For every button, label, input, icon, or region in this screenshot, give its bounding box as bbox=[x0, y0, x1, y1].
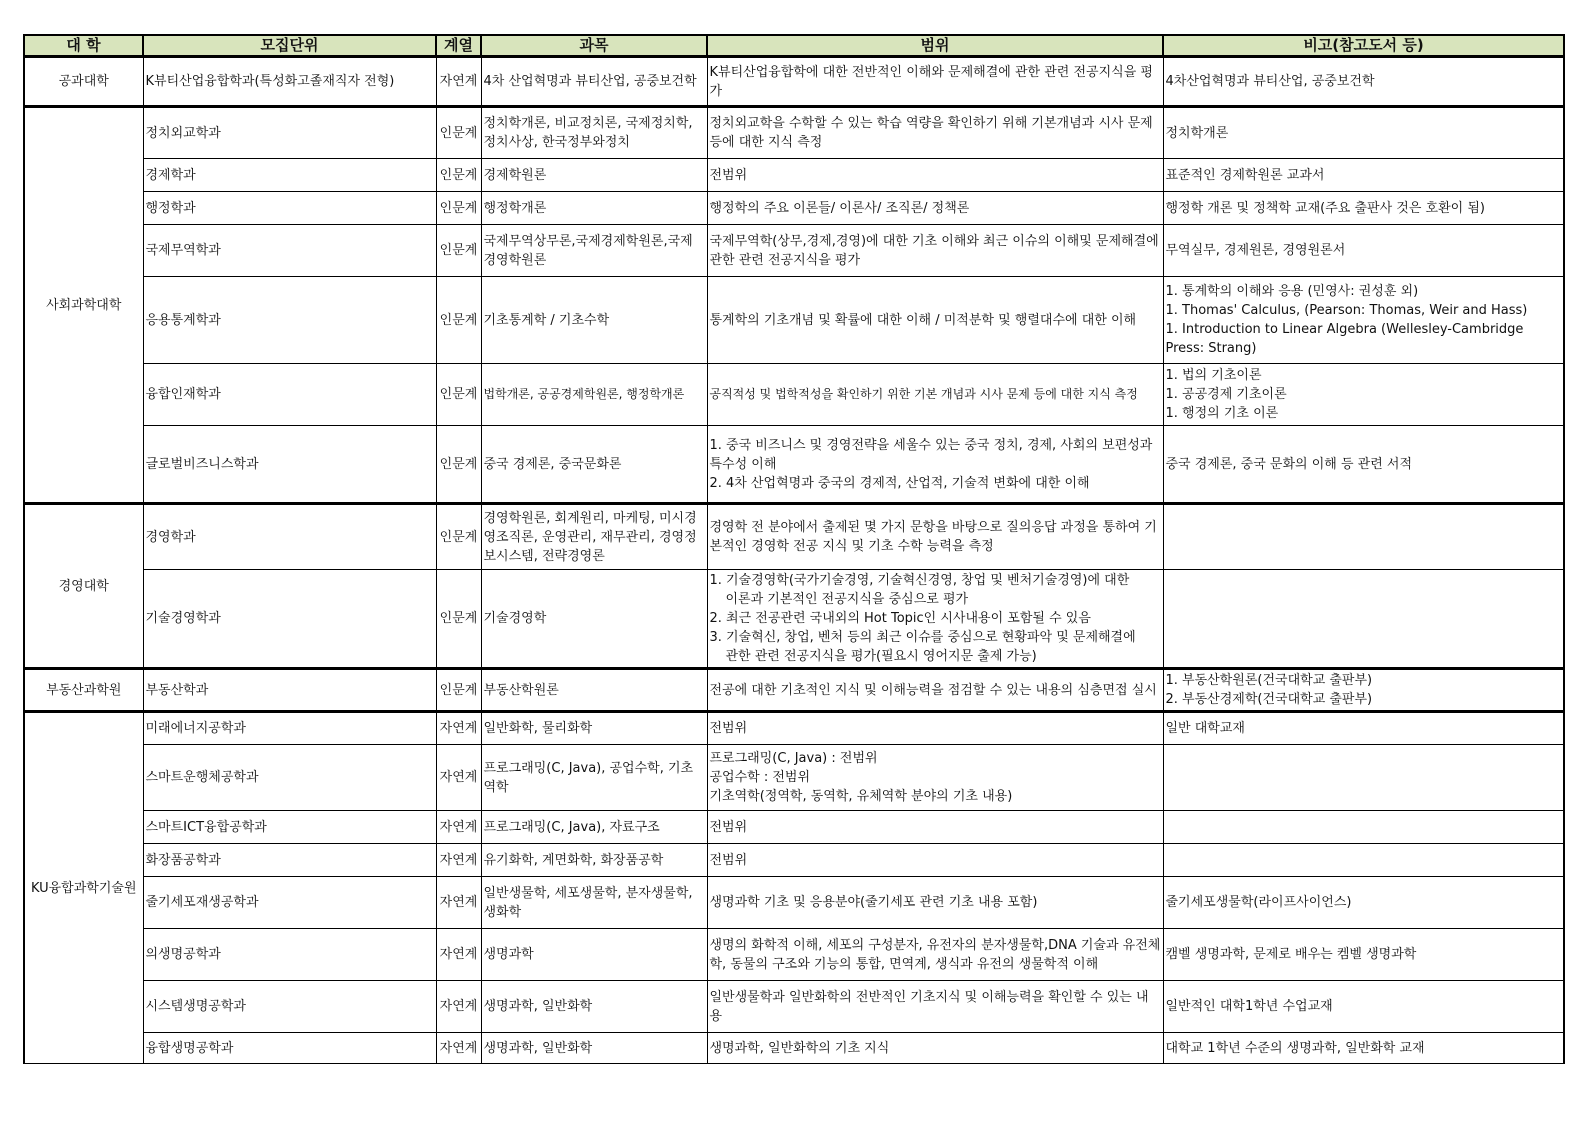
subject-cell: 프로그래밍(C, Java), 자료구조 bbox=[481, 811, 707, 844]
table-row bbox=[24, 929, 1564, 981]
note-line: 1. 부동산학원론(건국대학교 출판부) bbox=[1165, 673, 1373, 688]
unit-cell: 부동산학과 bbox=[143, 669, 436, 712]
scope-line: 이론과 기본적인 전공지식을 중심으로 평가 bbox=[725, 592, 969, 607]
subject-cell: 4차 산업혁명과 뷰티산업, 공중보건학 bbox=[481, 57, 707, 107]
scope-line: 2. 최근 전공관련 국내외의 Hot Topic인 시사내용이 포함될 수 있음 bbox=[709, 611, 1091, 626]
subject-cell: 법학개론, 공공경제학원론, 행정학개론 bbox=[481, 364, 707, 426]
unit-cell: 정치외교학과 bbox=[143, 107, 436, 159]
note-cell: 일반 대학교재 bbox=[1163, 712, 1564, 745]
subject-cell: 유기화학, 계면화학, 화장품공학 bbox=[481, 844, 707, 877]
table-row bbox=[24, 844, 1564, 877]
series-cell: 인문계 bbox=[436, 277, 481, 364]
subject-cell: 일반생물학, 세포생물학, 분자생물학, 생화학 bbox=[481, 877, 707, 929]
note-cell: 캠벨 생명과학, 문제로 배우는 켐벨 생명과학 bbox=[1163, 929, 1564, 981]
subject-cell: 기초통계학 / 기초수학 bbox=[481, 277, 707, 364]
unit-cell: 줄기세포재생공학과 bbox=[143, 877, 436, 929]
subject-cell: 일반화학, 물리화학 bbox=[481, 712, 707, 745]
note-cell bbox=[1163, 811, 1564, 844]
note-cell: 4차산업혁명과 뷰티산업, 공중보건학 bbox=[1163, 57, 1564, 107]
scope-cell: K뷰티산업융합학에 대한 전반적인 이해와 문제해결에 관한 관련 전공지식을 평가 bbox=[707, 57, 1163, 107]
note-cell: 일반적인 대학1학년 수업교재 bbox=[1163, 981, 1564, 1033]
header-subject: 과목 bbox=[481, 35, 707, 57]
table-row bbox=[24, 225, 1564, 277]
series-cell: 인문계 bbox=[436, 426, 481, 504]
subject-cell: 국제무역상무론,국제경제학원론,국제경영학원론 bbox=[481, 225, 707, 277]
scope-cell: 공직적성 및 법학적성을 확인하기 위한 기본 개념과 시사 문제 등에 대한 지식 측정 bbox=[707, 364, 1163, 426]
scope-line: 공업수학 : 전범위 bbox=[709, 770, 811, 785]
series-cell: 자연계 bbox=[436, 745, 481, 811]
series-cell: 인문계 bbox=[436, 570, 481, 669]
subject-cell: 부동산학원론 bbox=[481, 669, 707, 712]
unit-cell: 경영학과 bbox=[143, 504, 436, 570]
scope-line: 3. 기술혁신, 창업, 벤처 등의 최근 이슈를 중심으로 현황파악 및 문제해결에 bbox=[709, 630, 1136, 645]
unit-cell: 미래에너지공학과 bbox=[143, 712, 436, 745]
scope-cell: 일반생물학과 일반화학의 전반적인 기초지식 및 이해능력을 확인할 수 있는 내용 bbox=[707, 981, 1163, 1033]
subject-cell: 경영학원론, 회계원리, 마케팅, 미시경영조직론, 운영관리, 재무관리, 경영정보시스템, 전략경영론 bbox=[481, 504, 707, 570]
scope-cell: 생명의 화학적 이해, 세포의 구성분자, 유전자의 분자생물학,DNA 기술과 유전체학, 동물의 구조와 기능의 통합, 면역계, 생식과 유전의 생물학적 이해 bbox=[707, 929, 1163, 981]
header-note: 비고(참고도서 등) bbox=[1163, 35, 1564, 57]
scope-cell bbox=[707, 745, 1163, 811]
note-line: 1. Introduction to Linear Algebra (Wellesley-Cambridge Press: Strang) bbox=[1165, 322, 1524, 356]
subject-cell: 프로그래밍(C, Java), 공업수학, 기초역학 bbox=[481, 745, 707, 811]
note-cell bbox=[1163, 669, 1564, 712]
note-cell: 줄기세포생물학(라이프사이언스) bbox=[1163, 877, 1564, 929]
scope-line: 2. 4차 산업혁명과 중국의 경제적, 산업적, 기술적 변화에 대한 이해 bbox=[709, 475, 1090, 491]
note-cell bbox=[1163, 745, 1564, 811]
scope-cell: 생명과학, 일반화학의 기초 지식 bbox=[707, 1033, 1163, 1064]
series-cell: 자연계 bbox=[436, 844, 481, 877]
series-cell: 인문계 bbox=[436, 364, 481, 426]
subject-cell: 생명과학, 일반화학 bbox=[481, 1033, 707, 1064]
scope-cell: 전범위 bbox=[707, 844, 1163, 877]
series-cell: 자연계 bbox=[436, 929, 481, 981]
table-row bbox=[24, 159, 1564, 192]
series-cell: 인문계 bbox=[436, 669, 481, 712]
note-line: 1. Thomas' Calculus, (Pearson: Thomas, Weir and Hass) bbox=[1165, 303, 1528, 318]
table-row bbox=[24, 277, 1564, 364]
table-row bbox=[24, 192, 1564, 225]
scope-cell: 전공에 대한 기초적인 지식 및 이해능력을 점검할 수 있는 내용의 심층면접 실시 bbox=[707, 669, 1163, 712]
table-row bbox=[24, 570, 1564, 669]
scope-cell: 통계학의 기초개념 및 확률에 대한 이해 / 미적분학 및 행렬대수에 대한 이해 bbox=[707, 277, 1163, 364]
table-row bbox=[24, 877, 1564, 929]
scope-cell: 전범위 bbox=[707, 712, 1163, 745]
series-cell: 인문계 bbox=[436, 159, 481, 192]
college-cell: 사회과학대학 bbox=[24, 107, 143, 504]
unit-cell: 의생명공학과 bbox=[143, 929, 436, 981]
unit-cell: 행정학과 bbox=[143, 192, 436, 225]
scope-cell bbox=[707, 570, 1163, 669]
scope-line: 1. 기술경영학(국가기술경영, 기술혁신경영, 창업 및 벤처기술경영)에 대한 bbox=[709, 573, 1130, 588]
series-cell: 자연계 bbox=[436, 811, 481, 844]
unit-cell: 기술경영학과 bbox=[143, 570, 436, 669]
unit-cell: 스마트ICT융합공학과 bbox=[143, 811, 436, 844]
note-cell: 행정학 개론 및 정책학 교재(주요 출판사 것은 호환이 됨) bbox=[1163, 192, 1564, 225]
header-scope: 범위 bbox=[707, 35, 1163, 57]
note-line: 2. 부동산경제학(건국대학교 출판부) bbox=[1165, 692, 1373, 707]
table-row bbox=[24, 504, 1564, 570]
unit-cell: 융합인재학과 bbox=[143, 364, 436, 426]
note-cell bbox=[1163, 570, 1564, 669]
scope-cell: 생명과학 기초 및 응용분야(줄기세포 관련 기초 내용 포함) bbox=[707, 877, 1163, 929]
table-row bbox=[24, 745, 1564, 811]
series-cell: 자연계 bbox=[436, 57, 481, 107]
unit-cell: 글로벌비즈니스학과 bbox=[143, 426, 436, 504]
unit-cell: 경제학과 bbox=[143, 159, 436, 192]
note-cell: 무역실무, 경제원론, 경영원론서 bbox=[1163, 225, 1564, 277]
table-row bbox=[24, 1033, 1564, 1064]
scope-cell: 정치외교학을 수학할 수 있는 학습 역량을 확인하기 위해 기본개념과 시사 문제 등에 대한 지식 측정 bbox=[707, 107, 1163, 159]
admission-table bbox=[23, 34, 1565, 1064]
unit-cell: 융합생명공학과 bbox=[143, 1033, 436, 1064]
subject-cell: 행정학개론 bbox=[481, 192, 707, 225]
series-cell: 인문계 bbox=[436, 192, 481, 225]
scope-cell: 전범위 bbox=[707, 159, 1163, 192]
table-row bbox=[24, 364, 1564, 426]
table-row bbox=[24, 57, 1564, 107]
series-cell: 인문계 bbox=[436, 504, 481, 570]
subject-cell: 중국 경제론, 중국문화론 bbox=[481, 426, 707, 504]
scope-cell bbox=[707, 426, 1163, 504]
scope-cell: 행정학의 주요 이론들/ 이론사/ 조직론/ 정책론 bbox=[707, 192, 1163, 225]
scope-line: 1. 중국 비즈니스 및 경영전략을 세울수 있는 중국 정치, 경제, 사회의 보편성과 특수성 이해 bbox=[709, 437, 1153, 472]
note-line: 1. 통계학의 이해와 응용 (민영사: 권성훈 외) bbox=[1165, 284, 1419, 299]
note-cell: 정치학개론 bbox=[1163, 107, 1564, 159]
series-cell: 자연계 bbox=[436, 981, 481, 1033]
scope-line: 프로그래밍(C, Java) : 전범위 bbox=[709, 751, 878, 766]
series-cell: 인문계 bbox=[436, 107, 481, 159]
note-cell bbox=[1163, 844, 1564, 877]
table-row bbox=[24, 426, 1564, 504]
note-line: 1. 공공경제 기초이론 bbox=[1165, 387, 1287, 402]
series-cell: 자연계 bbox=[436, 877, 481, 929]
table-row bbox=[24, 712, 1564, 745]
series-cell: 인문계 bbox=[436, 225, 481, 277]
scope-cell: 국제무역학(상무,경제,경영)에 대한 기초 이해와 최근 이슈의 이해및 문제해결에 관한 관련 전공지식을 평가 bbox=[707, 225, 1163, 277]
subject-cell: 생명과학, 일반화학 bbox=[481, 981, 707, 1033]
note-cell: 대학교 1학년 수준의 생명과학, 일반화학 교재 bbox=[1163, 1033, 1564, 1064]
series-cell: 자연계 bbox=[436, 712, 481, 745]
note-cell: 표준적인 경제학원론 교과서 bbox=[1163, 159, 1564, 192]
unit-cell: 응용통계학과 bbox=[143, 277, 436, 364]
college-cell: KU융합과학기술원 bbox=[24, 712, 143, 1064]
scope-cell: 전범위 bbox=[707, 811, 1163, 844]
note-cell: 중국 경제론, 중국 문화의 이해 등 관련 서적 bbox=[1163, 426, 1564, 504]
series-cell: 자연계 bbox=[436, 1033, 481, 1064]
note-cell bbox=[1163, 504, 1564, 570]
unit-cell: K뷰티산업융합학과(특성화고졸재직자 전형) bbox=[143, 57, 436, 107]
note-line: 1. 법의 기초이론 bbox=[1165, 368, 1262, 383]
subject-cell: 생명과학 bbox=[481, 929, 707, 981]
subject-cell: 정치학개론, 비교정치론, 국제정치학, 정치사상, 한국정부와정치 bbox=[481, 107, 707, 159]
unit-cell: 스마트운행체공학과 bbox=[143, 745, 436, 811]
unit-cell: 시스템생명공학과 bbox=[143, 981, 436, 1033]
unit-cell: 화장품공학과 bbox=[143, 844, 436, 877]
table-row bbox=[24, 981, 1564, 1033]
note-line: 1. 행정의 기초 이론 bbox=[1165, 406, 1279, 421]
table-row bbox=[24, 811, 1564, 844]
header-unit: 모집단위 bbox=[143, 35, 436, 57]
scope-line: 기초역학(정역학, 동역학, 유체역학 분야의 기초 내용) bbox=[709, 789, 1013, 804]
subject-cell: 경제학원론 bbox=[481, 159, 707, 192]
note-cell bbox=[1163, 277, 1564, 364]
college-cell: 부동산과학원 bbox=[24, 669, 143, 712]
header-series: 계열 bbox=[436, 35, 481, 57]
subject-cell: 기술경영학 bbox=[481, 570, 707, 669]
college-cell: 공과대학 bbox=[24, 57, 143, 107]
header-row bbox=[24, 35, 1564, 57]
table-row bbox=[24, 107, 1564, 159]
scope-line: 관한 관련 전공지식을 평가(필요시 영어지문 출제 가능) bbox=[725, 649, 1037, 664]
table-row bbox=[24, 669, 1564, 712]
header-college: 대 학 bbox=[24, 35, 143, 57]
unit-cell: 국제무역학과 bbox=[143, 225, 436, 277]
scope-cell: 경영학 전 분야에서 출제된 몇 가지 문항을 바탕으로 질의응답 과정을 통하여 기본적인 경영학 전공 지식 및 기초 수학 능력을 측정 bbox=[707, 504, 1163, 570]
note-cell bbox=[1163, 364, 1564, 426]
college-cell: 경영대학 bbox=[24, 504, 143, 669]
